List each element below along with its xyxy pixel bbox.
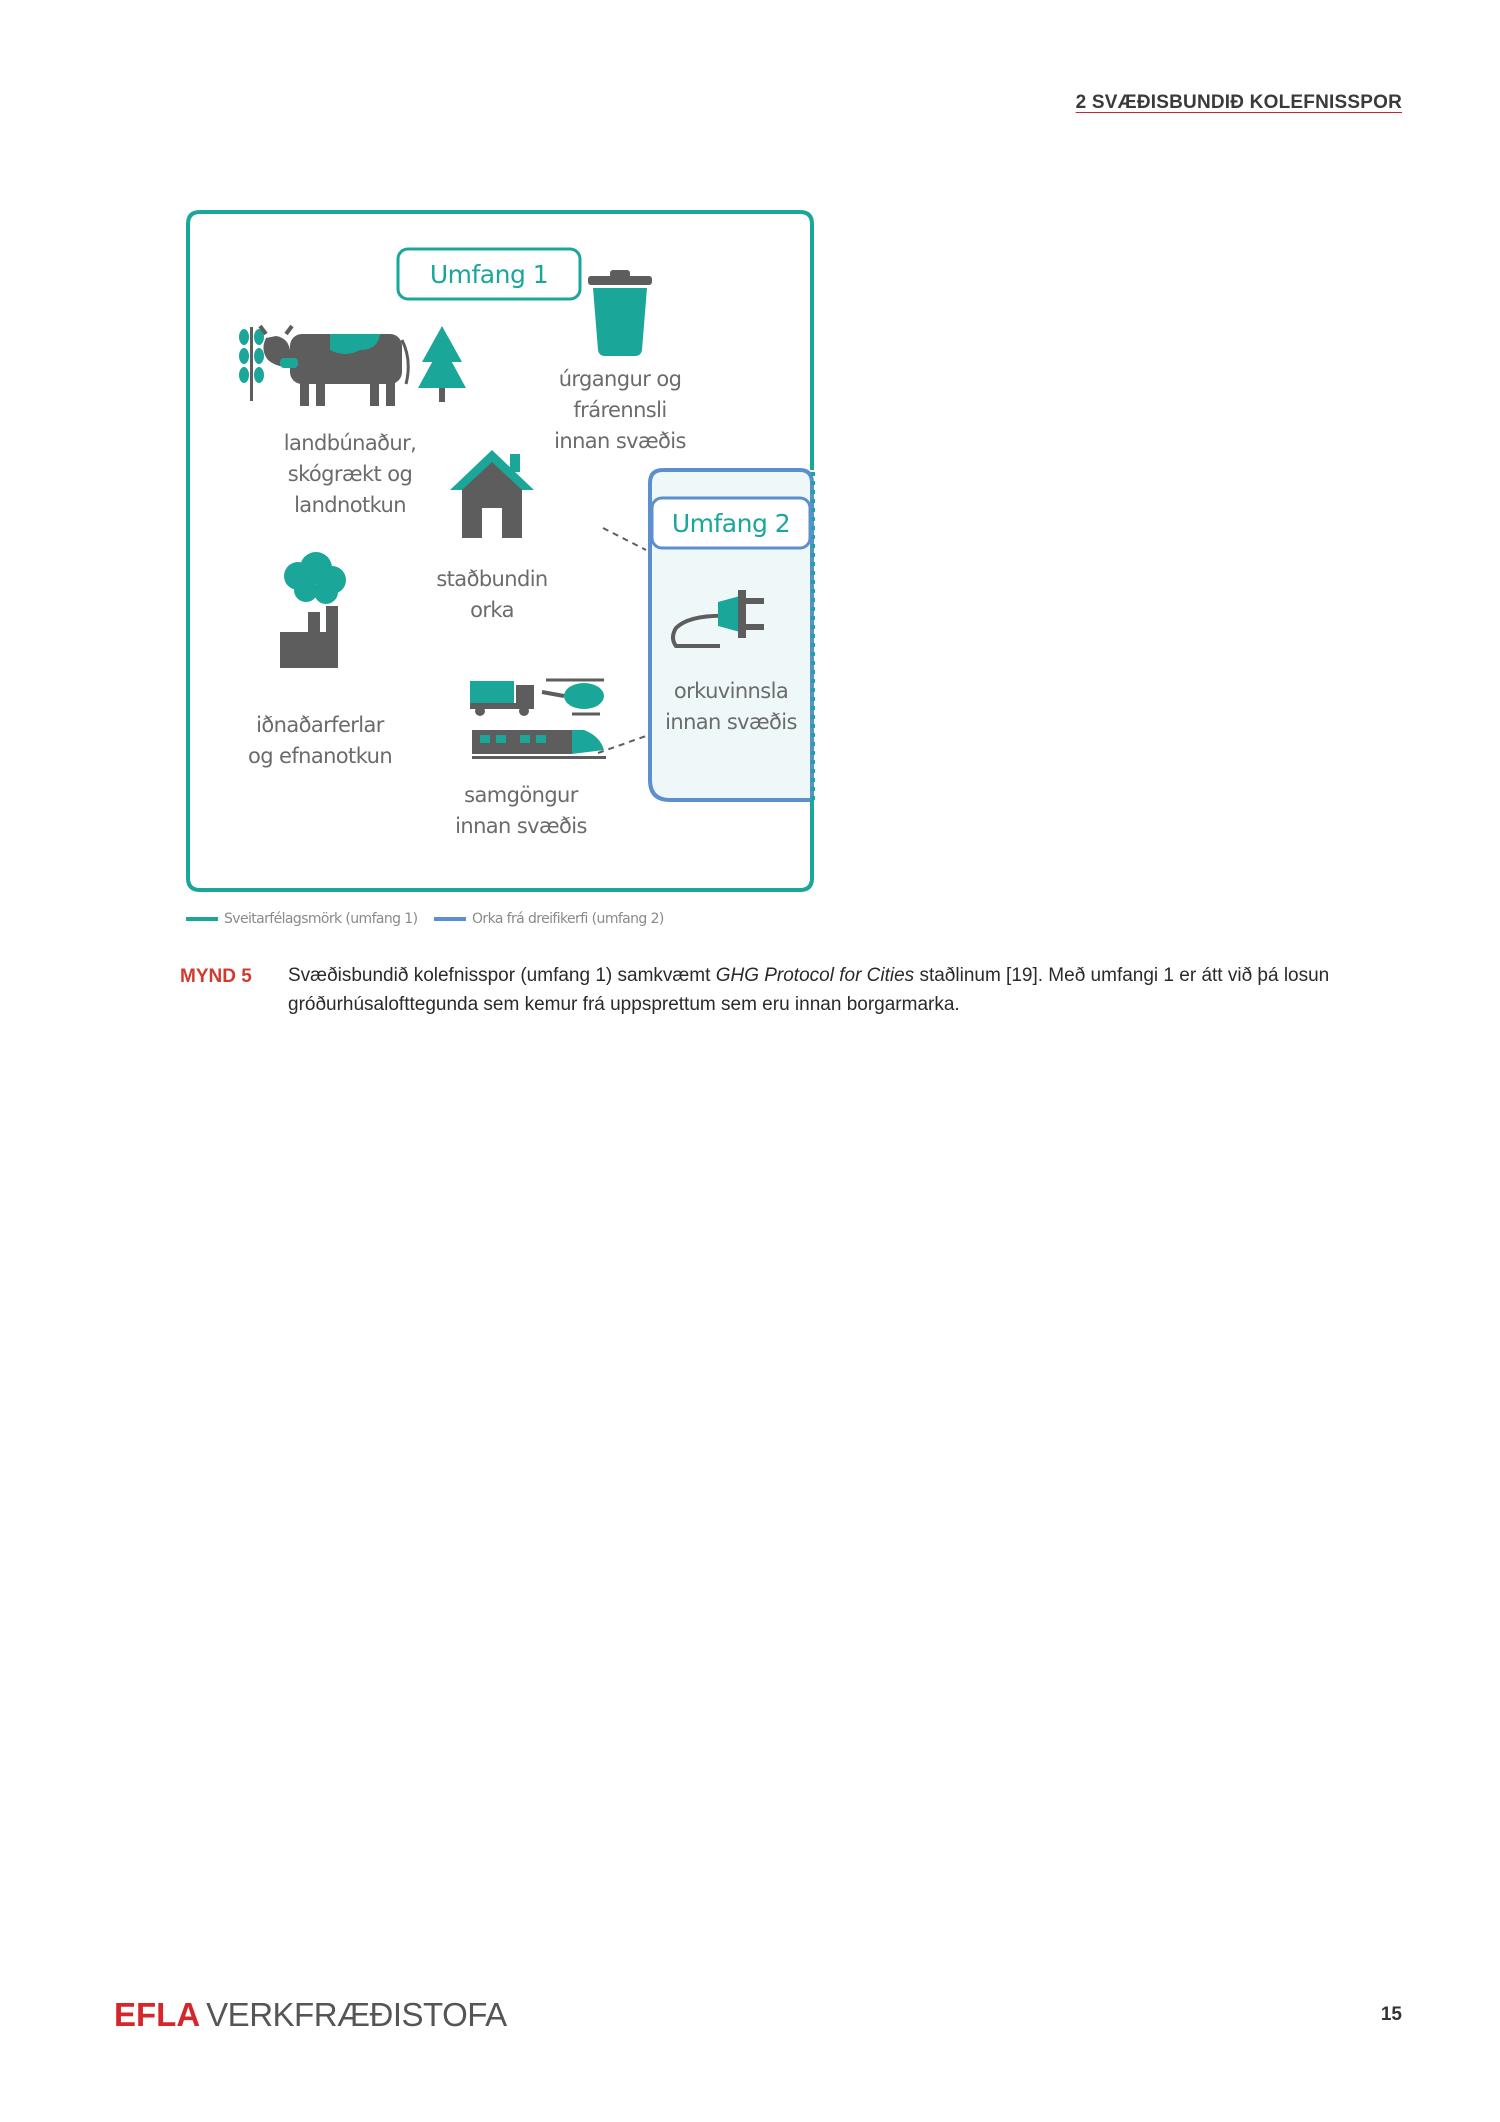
efla-logo: [114, 1996, 507, 2034]
section-header: 2 SVÆÐISBUNDIÐ KOLEFNISSPOR: [1075, 92, 1402, 113]
trash-bin-icon: [588, 270, 652, 356]
figure-caption: [180, 966, 1340, 1019]
legend-swatch-teal: [186, 917, 218, 921]
logo-brand: EFLA: [114, 1996, 201, 2033]
train-icon: [472, 730, 606, 759]
connector-energy: [603, 528, 646, 550]
transport-label: samgöngur innan svæðis: [455, 783, 587, 838]
legend-item-scope1: [186, 911, 417, 927]
connector-transport: [598, 736, 646, 753]
caption-label: MYND 5: [180, 966, 252, 987]
scope-figure: [180, 200, 830, 945]
scope1-label: Umfang 1: [429, 260, 549, 289]
caption-text-before: Svæðisbundið kolefnisspor (umfang 1) samkvæmt: [288, 965, 716, 986]
stationary-energy-label: staðbundin orka: [436, 567, 548, 622]
agriculture-label: landbúnaður, skógrækt og landnotkun: [283, 431, 417, 517]
factory-icon: [280, 552, 346, 668]
page-number: 15: [1380, 2004, 1402, 2025]
wheat-icon: [239, 327, 264, 401]
house-icon: [450, 450, 534, 538]
tree-icon: [418, 326, 466, 402]
legend-text-scope1: Sveitarfélagsmörk (umfang 1): [224, 911, 418, 927]
cow-icon: [260, 326, 408, 406]
logo-text: VERKFRÆÐISTOFA: [206, 1996, 507, 2033]
scope2-label: Umfang 2: [671, 509, 791, 538]
legend-item-scope2: [434, 911, 664, 927]
waste-label: úrgangur og frárennsli innan svæðis: [554, 367, 686, 453]
caption-text-after: staðlinum [19]. Með umfangi 1 er átt við þá losun gróðurhúsalofttegunda sem kemur frá uppsprettum sem eru innan borgarmarka.: [288, 965, 1330, 1015]
legend-text-scope2: Orka frá dreifikerfi (umfang 2): [472, 911, 664, 927]
industry-label: iðnaðarferlar og efnanotkun: [247, 713, 393, 768]
legend-swatch-blue: [434, 917, 466, 921]
truck-icon: [470, 681, 534, 716]
caption-text-italic: GHG Protocol for Cities: [715, 965, 915, 986]
helicopter-icon: [542, 680, 604, 714]
energy-generation-label: orkuvinnsla innan svæðis: [665, 679, 797, 734]
caption-text: [288, 961, 1340, 1019]
